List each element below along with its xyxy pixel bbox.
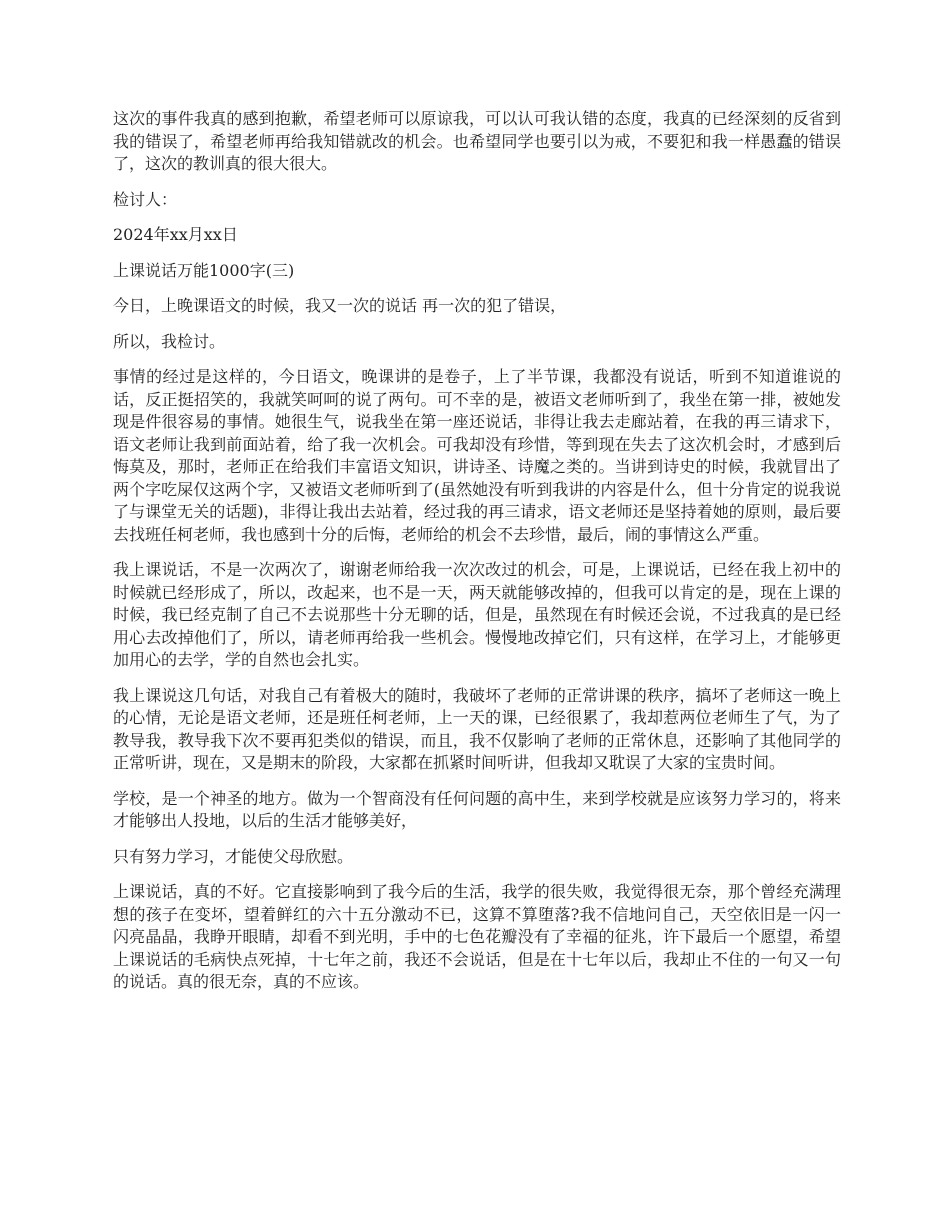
paragraph-incident: 事情的经过是这样的，今日语文，晚课讲的是卷子，上了半节课，我都没有说话，听到不知道谁说的话，反正挺招笑的，我就笑呵呵的说了两句。可不幸的是，被语文老师听到了，我坐在第一排，被她发现是件很容易的事情。她很生气，说我坐在第一座还说话，非得让我去走廊站着，在我的再三请求下，语文老师让我到前面站着，给了我一次机会。可我却没有珍惜，等到现在失去了这次机会时，才感到后悔莫及，那时，老师正在给我们丰富语文知识，讲诗圣、诗魔之类的。当讲到诗史的时候，我就冒出了两个字吃屎仅这两个字，又被语文老师听到了(虽然她没有听到我讲的内容是什么，但十分肯定的说我说了与课堂无关的话题)，非得让我出去站着，经过我的再三请求，语文老师还是坚持着她的原则，最后要去找班任柯老师，我也感到十分的后悔，老师给的机会不去珍惜，最后，闹的事情这么严重。: [113, 367, 841, 544]
document-body: [113, 108, 841, 1007]
paragraph-apology: 这次的事件我真的感到抱歉，希望老师可以原谅我，可以认可我认错的态度，我真的已经深刻的反省到我的错误了，希望老师再给我知错就改的机会。也希望同学也要引以为戒，不要犯和我一样愚蠢的错误了，这次的教训真的很大很大。: [113, 109, 841, 173]
paragraph-so: 所以，我检讨。: [113, 331, 226, 351]
paragraph-habit: 我上课说话，不是一次两次了，谢谢老师给我一次次改过的机会，可是，上课说话，已经在我上初中的时候就已经形成了，所以，改起来，也不是一天，两天就能够改掉的，但我可以肯定的是，现在上课的时候，我已经克制了自己不去说那些十分无聊的话，但是，虽然现在有时候还会说，不过我真的是已经用心去改掉他们了，所以，请老师再给我一些机会。慢慢地改掉它们，只有这样，在学习上，才能够更加用心的去学，学的自然也会扎实。: [113, 560, 841, 669]
signature-label: 检讨人：: [113, 189, 178, 209]
paragraph-reflection: 上课说话，真的不好。它直接影响到了我今后的生活，我学的很失败，我觉得很无奈，那个曾经充满理想的孩子在变坏，望着鲜红的六十五分激动不已，这算不算堕落?我不信地问自己，天空依旧是一闪一闪亮晶晶，我睁开眼睛，却看不到光明，手中的七色花瓣没有了幸福的征兆，许下最后一个愿望，希望上课说话的毛病快点死掉，十七年之前，我还不会说话，但是在十七年以后，我却止不住的一句又一句的说话。真的很无奈，真的不应该。: [113, 882, 841, 991]
paragraph-intro: 今日，上晚课语文的时候，我又一次的说话 再一次的犯了错误，: [113, 296, 567, 315]
paragraph-school: 学校，是一个神圣的地方。做为一个智商没有任何问题的高中生，来到学校就是应该努力学习的，将来才能够出人投地，以后的生活才能够美好，: [113, 788, 841, 830]
date-line: 2024年xx月xx日: [113, 225, 238, 244]
paragraph-parents: 只有努力学习，才能使父母欣慰。: [113, 846, 354, 866]
paragraph-impact: 我上课说这几句话，对我自己有着极大的随时，我破坏了老师的正常讲课的秩序，搞坏了老师这一晚上的心情，无论是语文老师，还是班任柯老师，上一天的课，已经很累了，我却惹两位老师生了气，为了教导我，教导我下次不要再犯类似的错误，而且，我不仅影响了老师的正常休息，还影响了其他同学的正常听讲，现在，又是期末的阶段，大家都在抓紧时间听讲，但我却又耽误了大家的宝贵时间。: [113, 685, 841, 772]
section-title: 上课说话万能1000字(三): [113, 260, 295, 280]
